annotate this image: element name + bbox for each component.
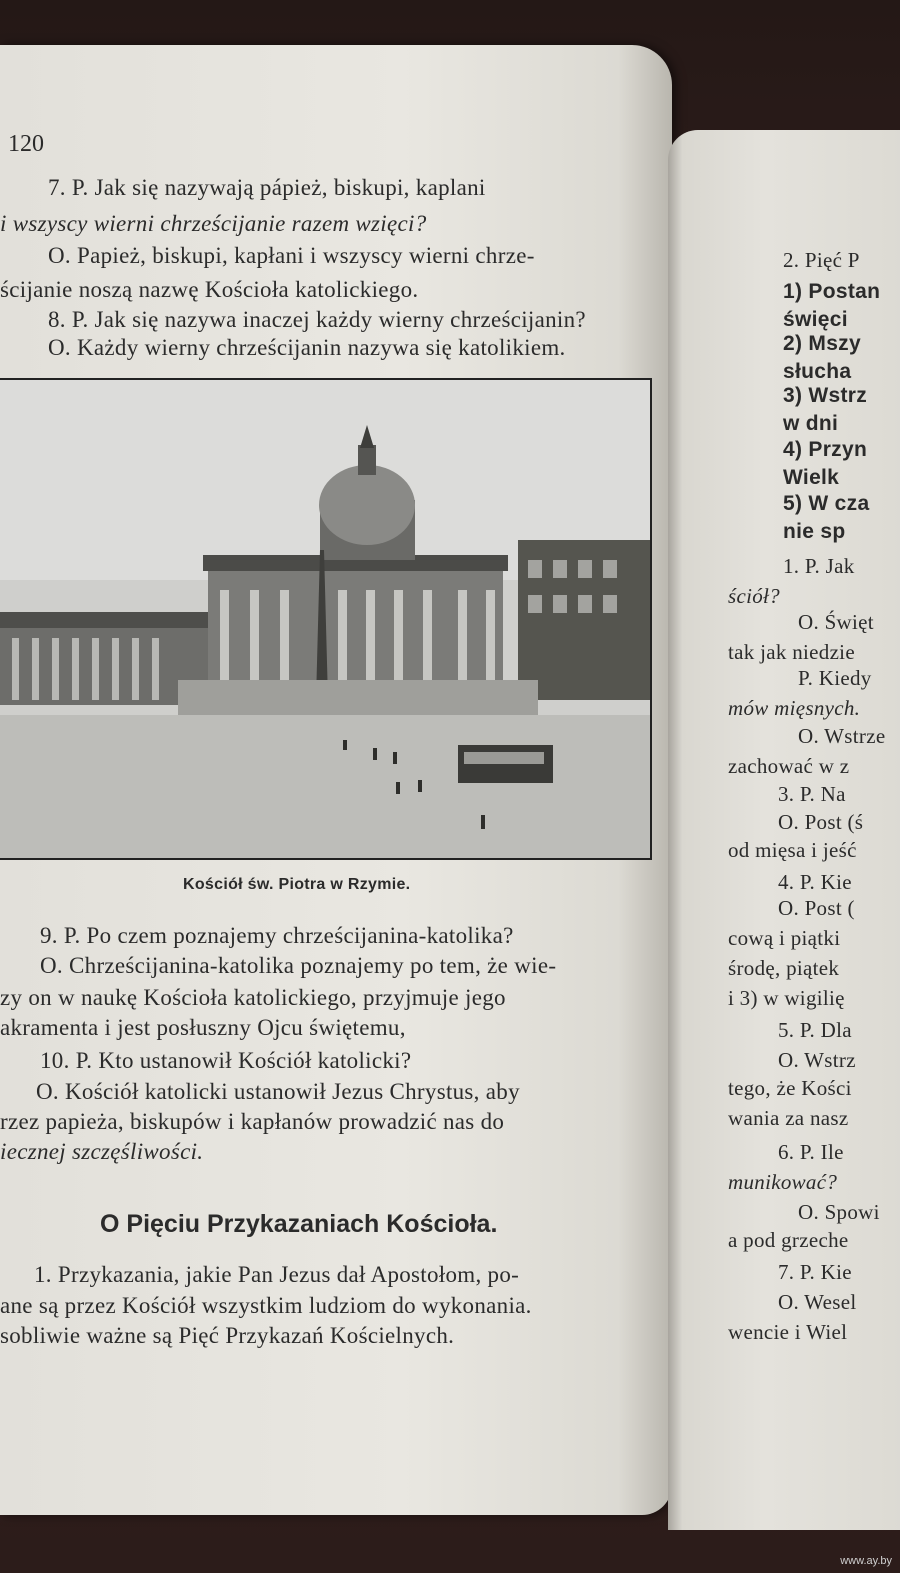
- right-text-line: ściół?: [728, 584, 780, 608]
- right-text-line: O. Wstrze: [798, 724, 886, 748]
- text-line: ane są przez Kościół wszystkim ludziom do wykonania.: [0, 1293, 532, 1318]
- photo-caption: Kościół św. Piotra w Rzymie.: [183, 876, 411, 893]
- right-text-line: O. Spowi: [798, 1200, 880, 1224]
- right-text-line: O. Post (: [778, 896, 855, 920]
- text-line: iecznej szczęśliwości.: [0, 1139, 204, 1164]
- right-text-line: zachować w z: [728, 754, 850, 778]
- right-text-line: cową i piątki: [728, 926, 841, 950]
- right-text-line: O. Post (ś: [778, 810, 864, 834]
- right-text-line: wania za nasz: [728, 1106, 849, 1130]
- basilica-photo: [0, 378, 652, 860]
- text-line: 1. Przykazania, jakie Pan Jezus dał Apostołom, po-: [34, 1262, 520, 1287]
- right-text-line: 2. Pięć P: [783, 248, 860, 272]
- right-text-line: 4) Przyn: [783, 438, 868, 461]
- right-text-line: 2) Mszy: [783, 332, 861, 355]
- right-text-line: P. Kiedy: [798, 666, 872, 690]
- text-line: 10. P. Kto ustanowił Kościół katolicki?: [40, 1048, 412, 1073]
- right-text-line: 4. P. Kie: [778, 870, 852, 894]
- right-text-line: munikować?: [728, 1170, 838, 1194]
- right-text-line: 3. P. Na: [778, 782, 846, 806]
- right-text-line: O. Wesel: [778, 1290, 857, 1314]
- text-line: rzez papieża, biskupów i kapłanów prowadzić nas do: [0, 1109, 505, 1134]
- right-text-line: O. Wstrz: [778, 1048, 856, 1072]
- right-text-line: Wielk: [783, 466, 840, 489]
- right-text-line: 3) Wstrz: [783, 384, 868, 407]
- right-text-line: tego, że Kości: [728, 1076, 852, 1100]
- right-text-line: od mięsa i jeść: [728, 838, 857, 862]
- right-text-line: środę, piątek: [728, 956, 840, 980]
- page-number: 120: [8, 131, 44, 157]
- st-peters-basilica-illustration: [0, 380, 650, 858]
- right-text-line: 7. P. Kie: [778, 1260, 852, 1284]
- text-line: O. Każdy wierny chrześcijanin nazywa się katolikiem.: [48, 335, 566, 360]
- right-text-line: 5. P. Dla: [778, 1018, 852, 1042]
- text-line: 7. P. Jak się nazywają pápież, biskupi, kaplani: [48, 175, 486, 200]
- right-text-line: w dni: [783, 412, 839, 435]
- text-line: i wszyscy wierni chrześcijanie razem wzięci?: [0, 211, 427, 236]
- right-text-line: 1. P. Jak: [783, 554, 855, 578]
- right-text-line: a pod grzeche: [728, 1228, 849, 1252]
- text-line: sobliwie ważne są Pięć Przykazań Kościelnych.: [0, 1323, 455, 1348]
- right-text-line: nie sp: [783, 520, 846, 543]
- text-line: O. Kościół katolicki ustanowił Jezus Chrystus, aby: [36, 1079, 520, 1104]
- text-line: akramenta i jest posłuszny Ojcu świętemu,: [0, 1015, 406, 1040]
- right-text-line: tak jak niedzie: [728, 640, 855, 664]
- text-line: 8. P. Jak się nazywa inaczej każdy wierny chrześcijanin?: [48, 307, 586, 332]
- right-text-line: O. Święt: [798, 610, 874, 634]
- text-line: ścijanie noszą nazwę Kościoła katolickiego.: [0, 277, 419, 302]
- text-line: O. Chrześcijanina-katolika poznajemy po tem, że wie-: [40, 953, 557, 978]
- right-book-page: [668, 130, 900, 1530]
- text-line: 9. P. Po czem poznajemy chrześcijanina-katolika?: [40, 923, 514, 948]
- right-text-line: wencie i Wiel: [728, 1320, 848, 1344]
- right-text-line: mów mięsnych.: [728, 696, 861, 720]
- right-text-line: i 3) w wigilię: [728, 986, 845, 1010]
- right-text-line: 1) Postan: [783, 280, 881, 303]
- right-text-line: 5) W cza: [783, 492, 870, 515]
- right-text-line: słucha: [783, 360, 852, 383]
- text-line: zy on w naukę Kościoła katolickiego, przyjmuje jego: [0, 985, 506, 1010]
- left-book-page: [0, 45, 672, 1515]
- watermark: www.ay.by: [840, 1555, 892, 1567]
- right-text-line: 6. P. Ile: [778, 1140, 844, 1164]
- right-text-line: święci: [783, 308, 848, 331]
- text-line: O. Papież, biskupi, kapłani i wszyscy wierni chrze-: [48, 243, 535, 268]
- section-heading: O Pięciu Przykazaniach Kościoła.: [100, 1210, 498, 1238]
